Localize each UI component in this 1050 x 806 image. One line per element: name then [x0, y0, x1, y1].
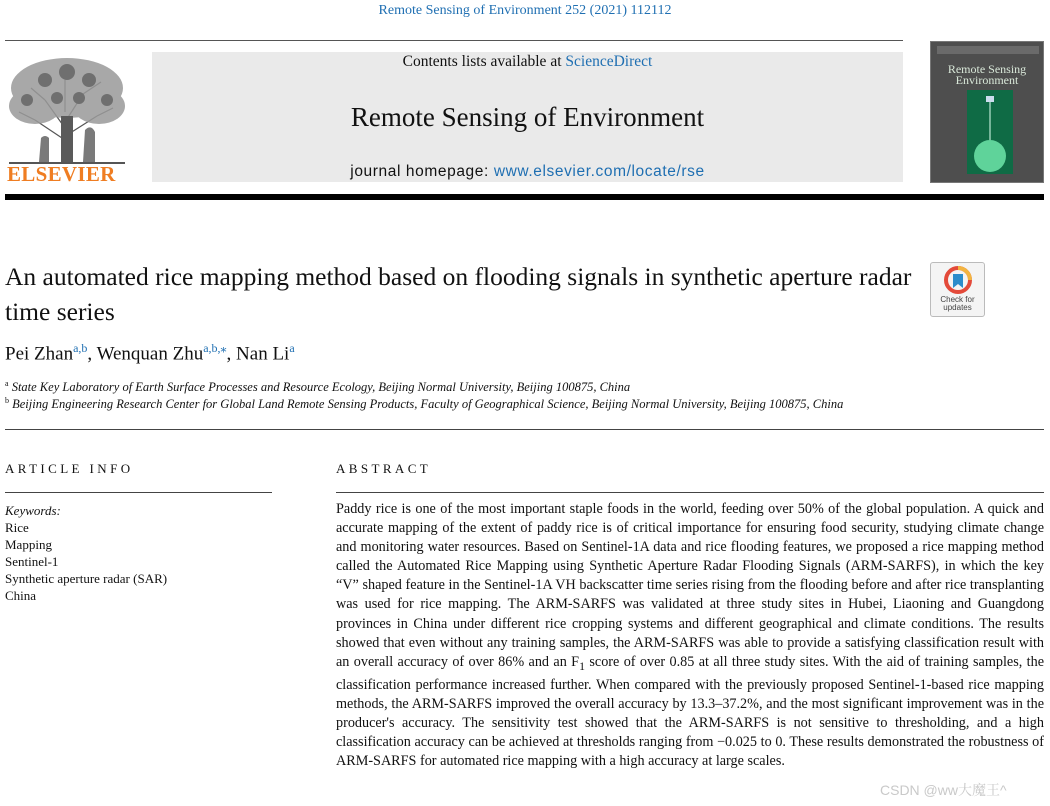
contents-line	[152, 53, 903, 71]
affiliation-text: State Key Laboratory of Earth Surface Processes and Resource Ecology, Beijing Normal University, Beijing 100875, China	[11, 380, 631, 395]
affiliation-mark: a	[5, 379, 9, 388]
masthead-divider	[5, 194, 1044, 200]
check-for-updates-button[interactable]	[930, 262, 985, 317]
author-name[interactable]: Nan Li	[236, 343, 290, 365]
affiliation-a	[5, 379, 630, 395]
keyword-item: Sentinel-1	[5, 554, 59, 569]
journal-cover[interactable]	[930, 41, 1044, 183]
contents-prefix: Contents lists available at	[402, 53, 566, 70]
keywords-label: Keywords:	[5, 503, 61, 518]
abstract-text-part-2: score of over 0.85 at all three study sites. With the aid of training samples, the classification performance increased further. When compared with the previously proposed Sentinel-1-based rice mapping methods, the ARM-SARFS improved the overall accuracy by 13.3–37.2%, and the most significant improvement was in the producer's accuracy. The sensitivity test showed that the ARM-SARFS is not sensitive to thresholding, and a high classification accuracy can be achieved at thresholds ranging from −0.025 to 0. These results demonstrated the robustness of ARM-SARFS for automated rice mapping with a high accuracy at large scales.	[336, 653, 1044, 770]
keyword-item: Synthetic aperture radar (SAR)	[5, 571, 168, 586]
check-updates-line-1: Check for	[940, 295, 975, 304]
author-name[interactable]: Pei Zhan	[5, 343, 74, 365]
author-affiliation-mark[interactable]: a	[289, 341, 295, 355]
article-info-divider	[5, 492, 272, 493]
abstract-divider	[336, 492, 1044, 493]
check-updates-label	[931, 296, 984, 312]
affiliation-mark: b	[5, 396, 9, 405]
abstract-subscript: 1	[579, 658, 585, 673]
author-affiliation-mark[interactable]: a,b,⁎	[203, 341, 227, 355]
check-updates-line-2: updates	[943, 303, 972, 312]
author-name[interactable]: Wenquan Zhu	[96, 343, 204, 365]
homepage-link[interactable]: www.elsevier.com/locate/rse	[493, 163, 705, 180]
cover-artwork	[931, 42, 1044, 183]
check-updates-icon	[931, 263, 986, 297]
elsevier-wordmark: ELSEVIER	[7, 162, 116, 186]
citation-link[interactable]: Remote Sensing of Environment 252 (2021) 112112	[378, 3, 672, 18]
author-separator: ,	[226, 343, 237, 365]
top-divider	[5, 40, 903, 41]
section-divider	[5, 429, 1044, 430]
abstract-text	[336, 500, 1044, 771]
sciencedirect-link[interactable]: ScienceDirect	[565, 53, 653, 70]
homepage-prefix: journal homepage:	[350, 163, 494, 180]
abstract-text-part-1: Paddy rice is one of the most important staple foods in the world, feeding over 50% of the global population. A quick and accurate mapping of the extent of paddy rice is of critical importance for ensuring food security, studying climate change and monitoring water resources. Based on Sentinel-1A data and rice flooding features, we proposed a rice mapping method called the Automated Rice Mapping using Synthetic Aperture Radar Flooding Signals (ARM-SARFS), in which the key “V” shaped feature in the Sentinel-1A VH backscatter time series rising from the flooding before and after rice transplanting was used for rice mapping. The ARM-SARFS was validated at three study sites in Hubei, Liaoning and Guangdong provinces in China under different rice cropping systems and different geographical and climate conditions. The results showed that even without any training samples, the ARM-SARFS was able to provide a satisfying classification result with an overall accuracy of over 86% and an F	[336, 501, 1044, 670]
keywords-list	[5, 502, 167, 604]
cover-title-line-1: Remote Sensing	[947, 62, 1027, 76]
homepage-line	[152, 163, 903, 181]
author-affiliation-mark[interactable]: a,b	[73, 341, 88, 355]
article-title: An automated rice mapping method based on flooding signals in synthetic aperture radar time series	[5, 262, 912, 326]
keyword-item: Mapping	[5, 537, 52, 552]
author-separator: ,	[87, 343, 97, 365]
journal-title: Remote Sensing of Environment	[350, 102, 705, 132]
keyword-item: Rice	[5, 520, 29, 535]
journal-citation[interactable]	[0, 3, 1050, 19]
affiliation-text: Beijing Engineering Research Center for Global Land Remote Sensing Products, Faculty of Geographical Science, Beijing Normal University, Beijing 100875, China	[12, 397, 844, 412]
abstract-heading: ABSTRACT	[336, 461, 432, 476]
keyword-item: China	[5, 588, 37, 603]
cover-title-line-2: Environment	[955, 73, 1019, 87]
csdn-watermark: CSDN @ww大魔王^	[880, 782, 1007, 798]
affiliation-b	[5, 396, 843, 412]
journal-masthead	[152, 52, 903, 182]
article-info-heading: ARTICLE INFO	[5, 461, 134, 476]
author-list	[5, 341, 295, 365]
